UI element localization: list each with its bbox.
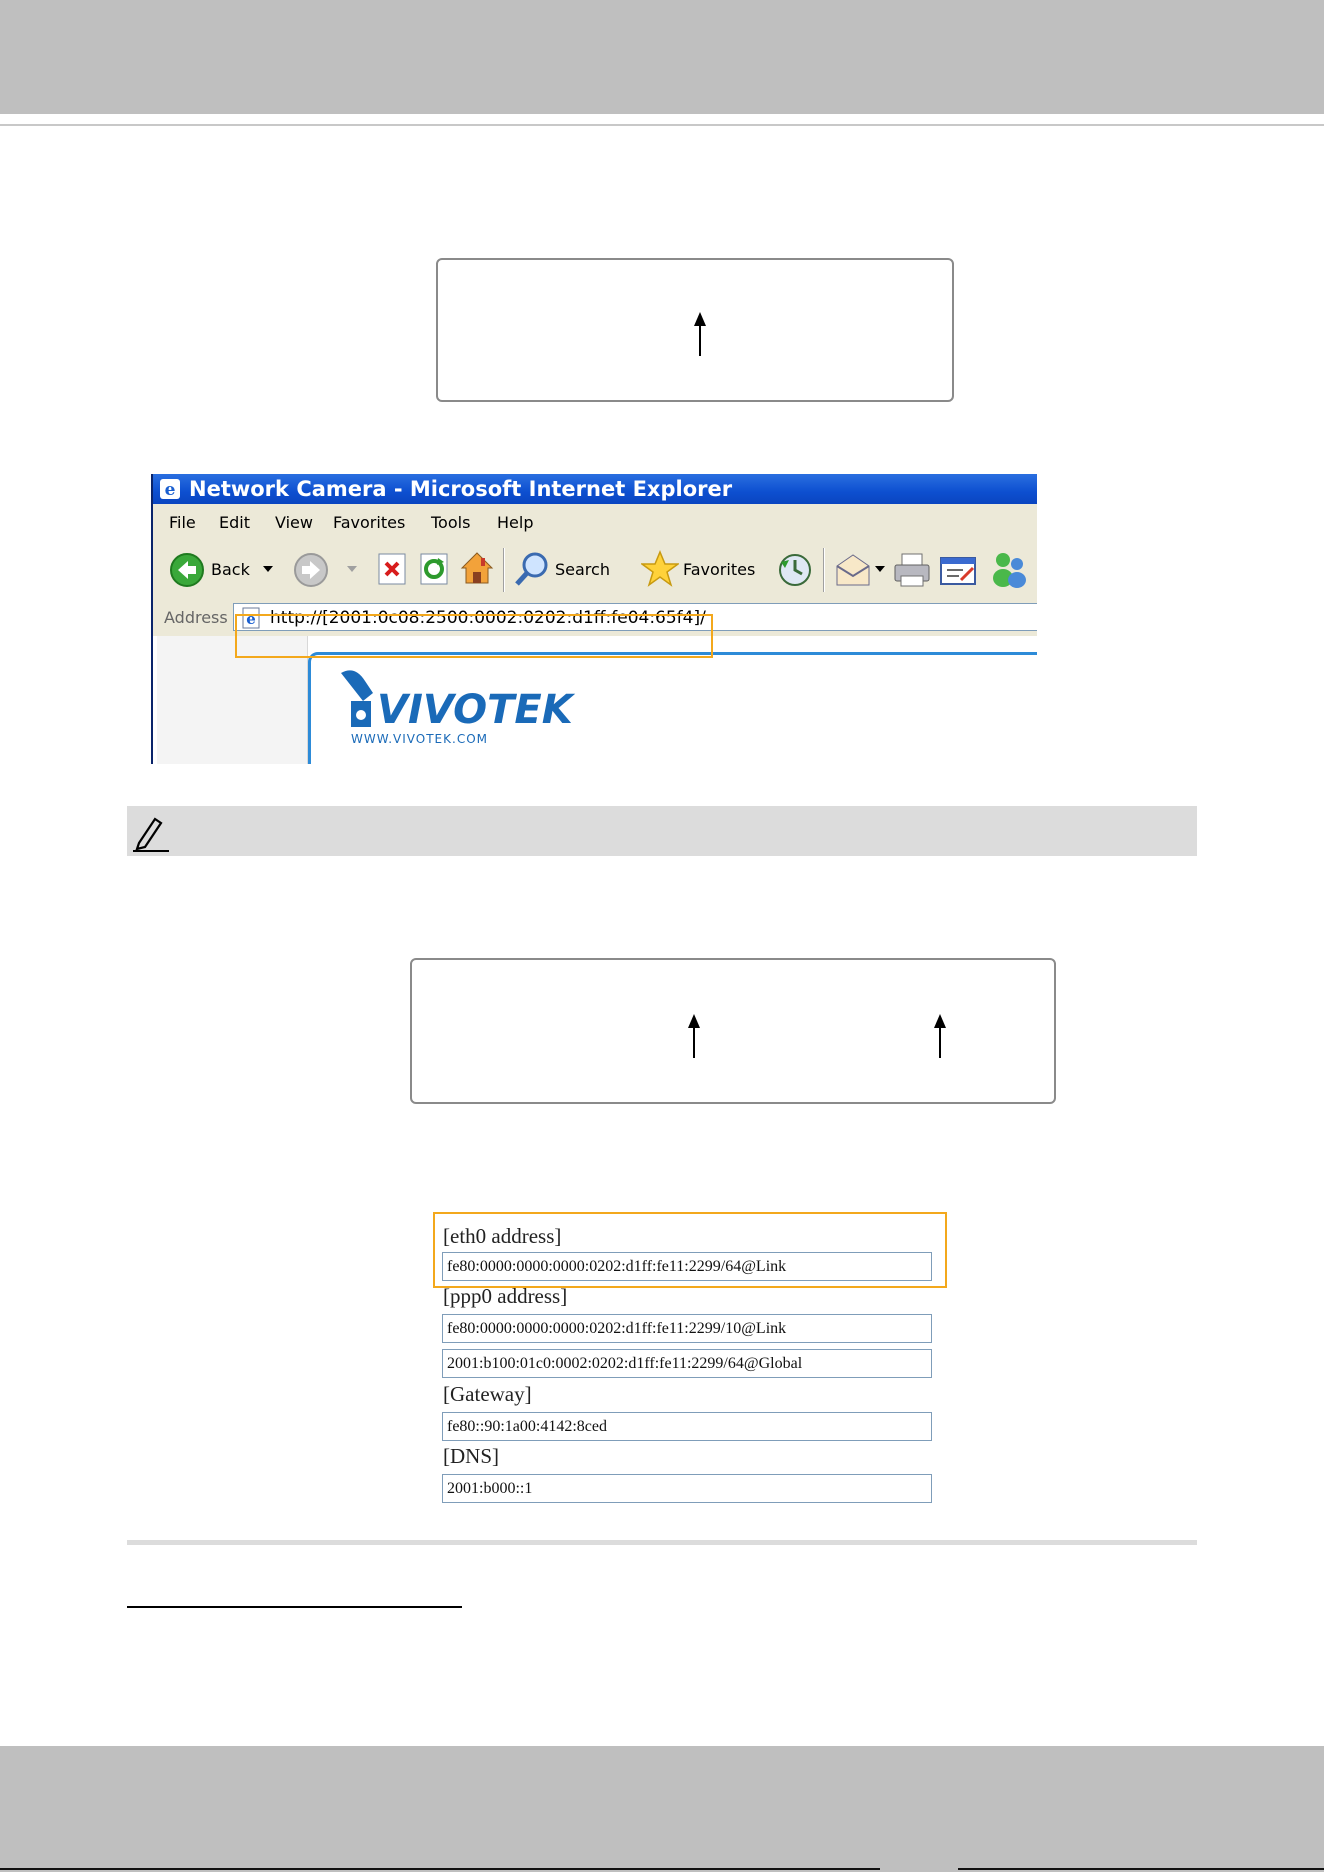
logo-text: VIVOTEK [377,687,573,733]
messenger-icon[interactable] [989,550,1029,588]
logo-url: WWW.VIVOTEK.COM [351,732,488,746]
edit-icon[interactable] [939,554,977,586]
ppp0-global-field[interactable]: 2001:b100:01c0:0002:0202:d1ff:fe11:2299/64@Global [442,1349,932,1378]
favorites-star-icon[interactable] [641,550,679,588]
ppp0-link-field[interactable]: fe80:0000:0000:0000:0202:d1ff:fe11:2299/10@Link [442,1314,932,1343]
eth0-highlight [433,1212,947,1288]
history-icon[interactable] [777,552,813,588]
menu-tools[interactable]: Tools [431,513,471,532]
svg-text:e: e [164,480,176,500]
link-local-format-box [410,958,1056,1104]
title-bar [153,474,1037,504]
address-highlight [235,614,713,658]
header-band [0,0,1324,114]
header-rule [0,124,1324,126]
arrow-up-icon [684,1014,704,1060]
menu-file[interactable]: File [169,513,196,532]
ppp0-label: [ppp0 address] [443,1284,568,1308]
gateway-field[interactable]: fe80::90:1a00:4142:8ced [442,1412,932,1441]
search-button[interactable]: Search [555,560,610,579]
camera-page [308,652,1037,764]
window-title: Network Camera - Microsoft Internet Explorer [189,477,733,501]
note-bar [127,806,1197,856]
dns-field[interactable]: 2001:b000::1 [442,1474,932,1503]
stop-icon[interactable] [377,552,407,586]
toolbar-separator [823,548,825,592]
pencil-icon [131,813,171,853]
arrow-up-icon [690,312,710,358]
eth0-label: [eth0 address] [443,1224,562,1248]
toolbar [153,540,1037,599]
forward-arrow-icon[interactable] [293,552,329,588]
dropdown-icon [347,566,357,572]
gateway-label: [Gateway] [443,1382,532,1406]
svg-text:e: e [246,610,256,628]
toolbar-separator [503,548,505,592]
menu-help[interactable]: Help [497,513,534,532]
home-icon[interactable] [459,550,495,586]
eth0-address-field[interactable]: fe80:0000:0000:0000:0202:d1ff:fe11:2299/64@Link [442,1252,932,1281]
footnote-rule [127,1606,462,1608]
footer-rule [958,1868,1324,1870]
footer-band [0,1746,1324,1872]
address-label: Address [164,608,228,627]
arrow-up-icon [930,1014,950,1060]
menu-favorites[interactable]: Favorites [333,513,406,532]
footer-rule [0,1868,880,1870]
vivotek-logo [337,667,577,747]
ie-logo-icon [159,478,181,500]
menu-view[interactable]: View [275,513,313,532]
mail-icon[interactable] [835,552,871,588]
dropdown-icon[interactable] [263,566,273,572]
back-arrow-icon[interactable] [169,552,205,588]
dns-label: [DNS] [443,1444,499,1468]
menu-bar [153,504,1037,541]
print-icon[interactable] [893,552,931,588]
address-url: http://[2001:0c08:2500:0002:0202:d1ff:fe04:65f4]/ [270,608,706,628]
back-button[interactable]: Back [211,560,250,579]
section-divider [127,1540,1197,1545]
menu-edit[interactable]: Edit [219,513,250,532]
dropdown-icon[interactable] [875,566,885,572]
favorites-button[interactable]: Favorites [683,560,756,579]
refresh-icon[interactable] [419,552,449,586]
search-icon[interactable] [513,550,551,588]
